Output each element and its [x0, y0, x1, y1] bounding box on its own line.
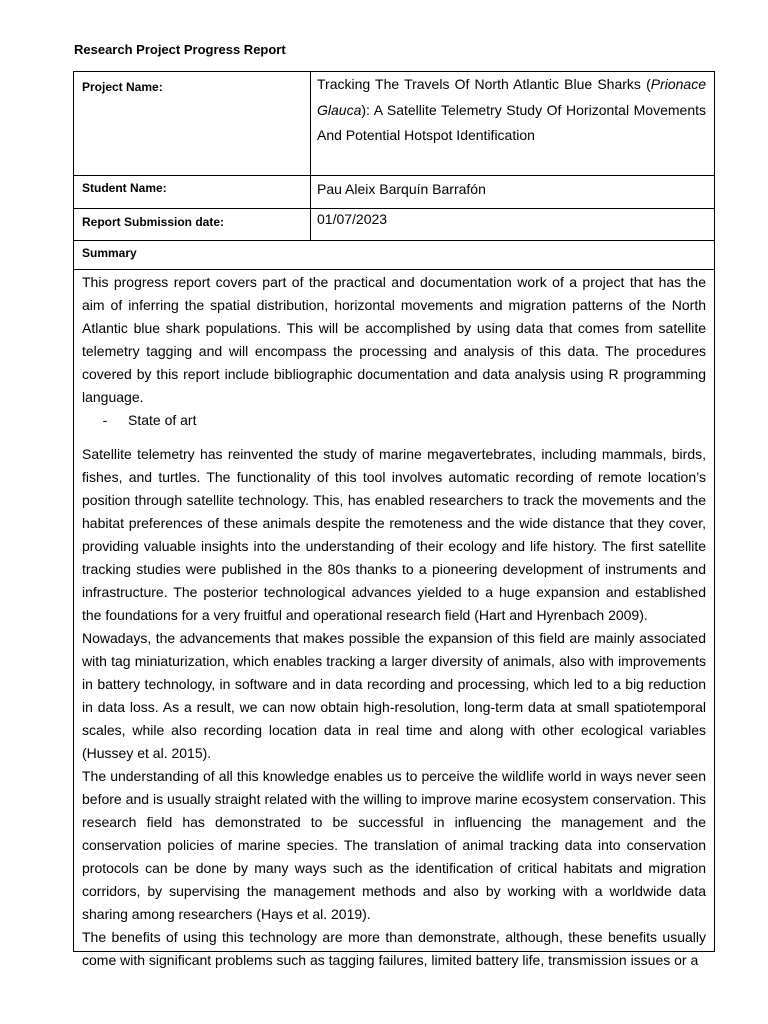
summary-paragraph: The understanding of all this knowledge enables us to perceive the wildlife world in ways never seen before and is usually straight related with the willing to improve marine ecosystem conservation. This research field has demonstrated to be successful in influencing the management and the conservation policies of marine species. The translation of animal tracking data into conservation protocols can be done by many ways such as the identification of critical habitats and migration corridors, by supervising the management methods and also by working with a worldwide data sharing among researchers (Hays et al. 2019).	[82, 768, 706, 922]
project-name-label: Project Name:	[82, 80, 163, 94]
project-name-label-cell	[74, 72, 311, 176]
summary-body-cell	[74, 270, 715, 968]
summary-paragraph: Satellite telemetry has reinvented the study of marine megavertebrates, including mammals, birds, fishes, and turtles. The functionality of this tool involves automatic recording of remote location’s position through satellite technology. This, has enabled researchers to track the movements and the habitat preferences of these animals despite the remoteness and the wide distance that they cover, providing valuable insights into the understanding of their ecology and life history. The first satellite tracking studies were published in the 80s thanks to a pioneering development of instruments and infrastructure. The posterior technological advances yielded to a huge expansion and established the foundations for a very fruitful and operational research field (Hart and Hyrenbach 2009).	[82, 446, 706, 623]
project-name-row	[74, 72, 715, 176]
summary-header-row	[74, 241, 715, 270]
summary-header-cell	[74, 241, 715, 270]
project-name-value	[311, 72, 714, 149]
document-title: Research Project Progress Report	[74, 42, 286, 57]
submission-date-label-cell	[74, 209, 311, 241]
submission-date-value: 01/07/2023	[317, 211, 388, 227]
species-name: Prionace Glauca	[317, 76, 706, 118]
summary-paragraph: Nowadays, the advancements that makes possible the expansion of this field are mainly associated with tag miniaturization, which enables tracking a larger diversity of animals, also with improvements in battery technology, in software and in data recording and processing, which led to a big reduction in data loss. As a result, we can now obtain high-resolution, long-term data at small spatiotemporal scales, while also recording location data in real time and along with other ecological variables (Hussey et al. 2015).	[82, 630, 706, 761]
project-name-text-1: Tracking The Travels Of North Atlantic Blue Sharks (	[317, 76, 651, 92]
project-name-text-2: ): A Satellite Telemetry Study Of Horizontal Movements And Potential Hotspot Identification	[317, 101, 706, 143]
student-name-value: Pau Aleix Barquín Barrafón	[317, 181, 486, 197]
summary-body	[74, 270, 714, 968]
bullet-item	[82, 409, 706, 432]
summary-paragraph: The benefits of using this technology are more than demonstrate, although, these benefits usually come with significant problems such as tagging failures, limited battery life, transmission issues or a	[82, 929, 706, 968]
bullet-marker: -	[102, 412, 108, 428]
summary-intro: This progress report covers part of the practical and documentation work of a project that has the aim of inferring the spatial distribution, horizontal movements and migration patterns of the North Atlantic blue shark populations. This will be accomplished by using data that comes from satellite telemetry tagging and will encompass the processing and analysis of this data. The procedures covered by this report include bibliographic documentation and data analysis using R programming language.	[82, 274, 706, 405]
student-name-row	[74, 176, 715, 209]
summary-label: Summary	[82, 246, 137, 260]
bullet-text: State of art	[128, 412, 197, 428]
report-table	[73, 71, 715, 968]
project-name-value-cell	[311, 72, 715, 176]
submission-date-value-cell	[311, 209, 715, 241]
student-name-label-cell	[74, 176, 311, 209]
student-name-label: Student Name:	[82, 181, 167, 195]
summary-body-row	[74, 270, 715, 952]
submission-date-row	[74, 209, 715, 241]
student-name-value-cell	[311, 176, 715, 209]
submission-date-label: Report Submission date:	[82, 215, 225, 229]
